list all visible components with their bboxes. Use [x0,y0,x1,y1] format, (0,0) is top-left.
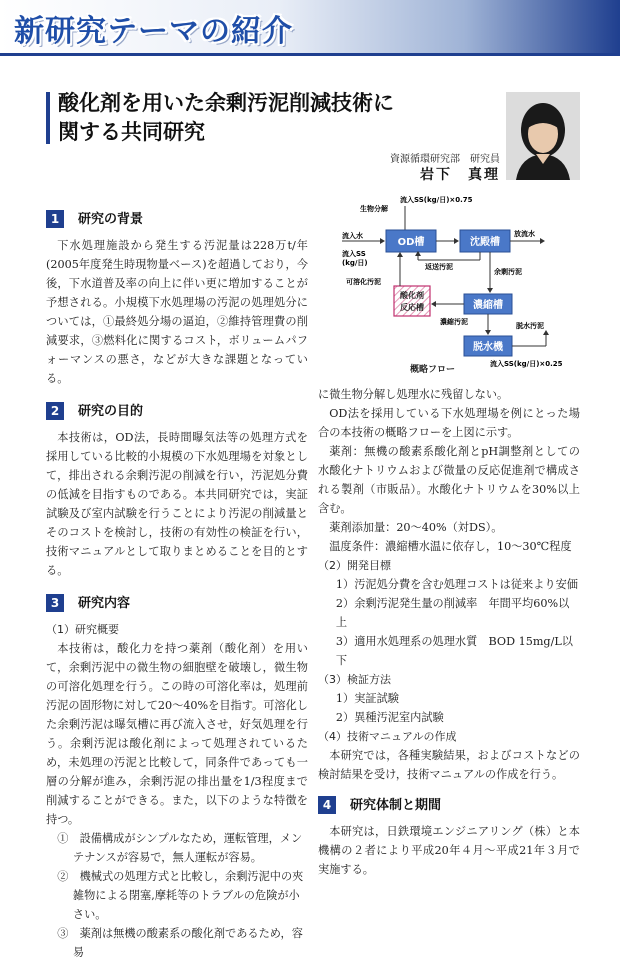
section-3-title: 研究内容 [78,595,131,611]
section-3-feature-1: ① 設備構成がシンプルなため，運転管理，メンテナンスが容易で，無人運転が容易。 [57,832,303,864]
label-biodegradation: 生物分解 [360,205,388,213]
section-2-heading [46,400,308,422]
right-paragraph-2: OD法を採用している下水処理場を例にとった場合の本技術の概略フローを上図に示す。 [318,407,580,439]
section-3-heading [46,592,308,614]
process-flow-diagram [340,194,580,374]
author-photo [506,92,580,180]
section-2-number: 2 [46,402,64,420]
thickener-label: 濃縮槽 [473,300,503,311]
section-3-feature-3: ③ 薬剤は無機の酸素系の酸化剤であるため，容易 [57,927,303,959]
label-inflow: 流入水 [342,232,363,240]
section-3-subheading-4: （4）技術マニュアルの作成 [318,730,457,743]
label-solubilized-sludge: 可溶化汚泥 [346,278,381,286]
right-column [318,385,580,879]
section-2-title: 研究の目的 [78,403,144,419]
dewatering-label: 脱水機 [473,342,503,353]
section-3-subheading-1: （1）研究概要 [46,623,119,636]
label-return-sludge: 返送汚泥 [425,263,453,271]
goal-2: 2）余剰汚泥発生量の削減率 年間平均60%以上 [335,597,570,629]
right-paragraph-6: 本研究では，各種実験結果，およびコストなどの検討結果を受け，技術マニュアルの作成を行う。 [318,749,580,781]
verification-1: 1）実証試験 [335,692,399,705]
portrait-image [506,92,580,180]
oxidizer-tank-label2: 反応槽 [400,303,424,312]
od-tank-label: OD槽 [397,237,425,248]
section-2-paragraph: 本技術は，OD法，長時間曝気法等の処理方式を採用している比較的小規模の下水処理場を対象として，排出される余剰汚泥の削減を行い，汚泥処分費の低減を目指すものである。本共同研究では，実証試験及び室内試験を行うことにより汚泥の削減量とそのコストを検討し，技術の有効性の検証を行い，技術マニュアルとして取りまとめることを目的とする。 [46,431,308,577]
label-inflow-ss: 流入SS [342,250,366,258]
header-banner [0,0,620,56]
diagram-caption: 概略フロー [410,365,456,375]
label-biodegradation-ss: 流入SS(kg/日)×0.75 [400,196,473,204]
section-4-number: 4 [318,796,336,814]
section-1-heading [46,208,308,230]
right-paragraph-3: 薬剤：無機の酸素系酸化剤とpH調整剤としての水酸化ナトリウムおよび微量の反応促進剤で構成される製剤（市販品）。水酸化ナトリウムを30%以上含む。 [318,445,580,515]
section-3-paragraph: 本技術は，酸化力を持つ薬剤（酸化剤）を用いて，余剰汚泥中の微生物の細胞壁を破壊し，微生物の可溶化処理を行う。この時の可溶化率は，処理前汚泥の固形物に対して20〜40%を目指す。可溶化した余剰汚泥は曝気槽に再び流入させ，好気処理を行う。余剰汚泥は酸化剤によって処理されているため，未処理の汚泥と比較して，同条件であっても一層の分解が進み，余剰汚泥の排出量を1/3程度まで削減することができる。また，以下のような特徴を持つ。 [46,642,308,826]
section-3-subheading-2: （2）開発目標 [318,559,391,572]
right-paragraph-4: 薬剤添加量：20〜40%（対DS）。 [329,521,503,534]
label-effluent: 放流水 [514,230,535,238]
goal-3: 3）適用水処理系の処理水質 BOD 15mg/L以下 [335,635,573,667]
section-1-title: 研究の背景 [78,211,144,227]
settling-tank-label: 沈殿槽 [470,237,500,248]
section-4-paragraph: 本研究は，日鉄環境エンジニアリング（株）と本機構の２者により平成20年４月〜平成21年３月で実施する。 [318,825,580,876]
right-paragraph-1: に微生物分解し処理水に残留しない。 [318,388,509,401]
oxidizer-tank-label1: 酸化剤 [400,291,424,300]
label-inflow-ss-unit: (kg/日) [342,259,368,267]
section-1-number: 1 [46,210,64,228]
label-bottom-ss: 流入SS(kg/日)×0.25 [490,360,563,368]
article-title-line2: 関する共同研究 [58,120,205,144]
title-accent-bar [46,92,50,144]
section-4-title: 研究体制と期間 [350,797,442,813]
section-3-subheading-3: （3）検証方法 [318,673,391,686]
author-department: 資源循環研究部 研究員 [390,154,500,165]
section-4-heading [318,794,580,816]
section-3-feature-2: ② 機械式の処理方式と比較し，余剰汚泥中の夾雑物による閉塞,摩耗等のトラブルの危険が小さい。 [57,870,304,921]
banner-title: 新研究テーマの紹介 [14,14,293,49]
label-thick-sludge: 濃縮汚泥 [440,318,468,326]
article-title-line1: 酸化剤を用いた余剰汚泥削減技術に [58,91,394,115]
label-dewatered-sludge: 脱水汚泥 [516,322,544,330]
right-paragraph-5: 温度条件：濃縮槽水温に依存し，10〜30℃程度 [329,540,572,553]
verification-2: 2）異種汚泥室内試験 [335,711,444,724]
section-1-paragraph: 下水処理施設から発生する汚泥量は228万t/年(2005年度発生時現物量ベース)を超過しており，今後，下水道普及率の向上に伴い更に増加することが予想される。小規模下水処理場の汚泥の処理処分については，①最終処分場の逼迫，②維持管理費の削減要求，③燃料化に関するコスト，ボリュームパフォーマンスの悪さ，などが大きな課題となっている。 [46,239,308,385]
goal-1: 1）汚泥処分費を含む処理コストは従来より安価 [335,578,578,591]
author-name: 岩下 真理 [420,167,500,183]
label-excess-sludge: 余剰汚泥 [494,268,522,276]
section-3-number: 3 [46,594,64,612]
article-title [58,89,478,147]
left-column [46,204,308,962]
